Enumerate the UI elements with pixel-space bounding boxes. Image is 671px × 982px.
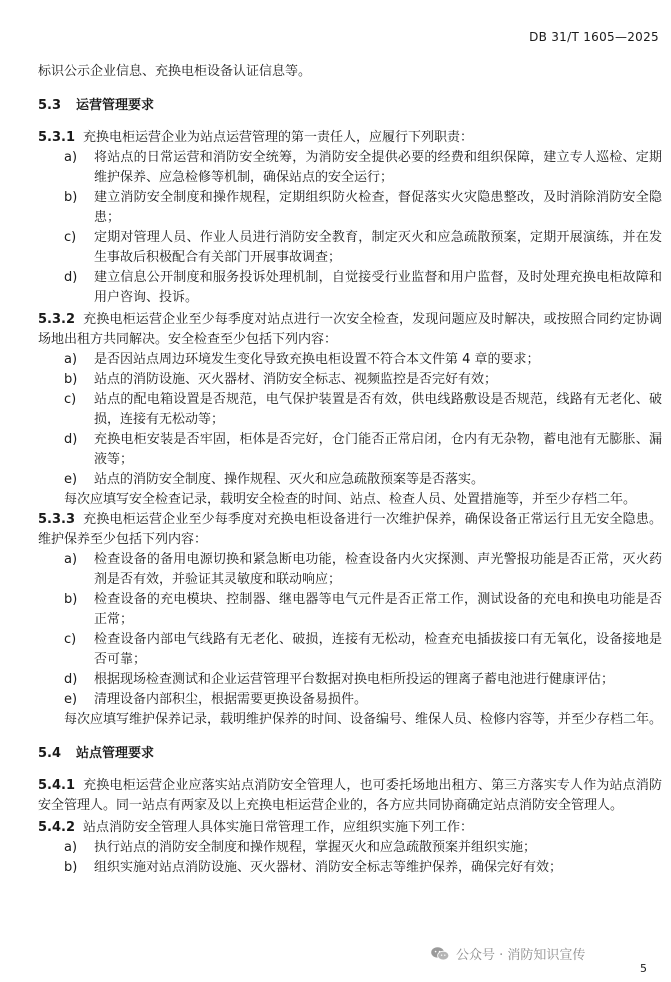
section-number: 5.3 bbox=[38, 98, 62, 113]
clause-5-4-1 bbox=[38, 776, 662, 816]
intro-paragraph: 标识公示企业信息、充换电柜设备认证信息等。 bbox=[38, 64, 312, 79]
item-label: b) bbox=[64, 190, 78, 205]
item-text: 是否因站点周边环境发生变化导致充换电柜设置不符合本文件第 4 章的要求； bbox=[94, 352, 540, 367]
item-label: a) bbox=[64, 840, 78, 855]
clause-number: 5.3.1 bbox=[38, 130, 76, 145]
list-item bbox=[38, 148, 662, 188]
clause-number: 5.4.2 bbox=[38, 820, 76, 835]
item-label: a) bbox=[64, 552, 78, 567]
clause-text: 充换电柜运营企业为站点运营管理的第一责任人，应履行下列职责： bbox=[83, 130, 474, 145]
clause-5-3-2 bbox=[38, 310, 662, 350]
list-item bbox=[38, 670, 662, 690]
item-label: d) bbox=[64, 672, 78, 687]
list-item bbox=[38, 590, 662, 630]
section-5-3-heading bbox=[38, 96, 662, 116]
list-item bbox=[38, 470, 662, 490]
section-5-4-heading bbox=[38, 744, 662, 764]
item-label: b) bbox=[64, 860, 78, 875]
item-text: 执行站点的消防安全制度和操作规程，掌握灭火和应急疏散预案并组织实施； bbox=[94, 840, 537, 855]
list-item bbox=[38, 370, 662, 390]
item-label: b) bbox=[64, 372, 78, 387]
item-text: 检查设备的充电模块、控制器、继电器等电气元件是否正常工作，测试设备的充电和换电功能是否正常； bbox=[94, 592, 662, 627]
item-label: d) bbox=[64, 432, 78, 447]
clause-number: 5.3.2 bbox=[38, 312, 76, 327]
section-title: 运营管理要求 bbox=[76, 98, 155, 113]
item-text: 根据现场检查测试和企业运营管理平台数据对换电柜所投运的锂离子蓄电池进行健康评估； bbox=[94, 672, 615, 687]
list-item bbox=[38, 350, 662, 370]
item-label: c) bbox=[64, 632, 77, 647]
clause-text: 站点消防安全管理人具体实施日常管理工作，应组织实施下列工作： bbox=[83, 820, 474, 835]
wechat-icon bbox=[430, 946, 450, 962]
item-text: 清理设备内部积尘，根据需要更换设备易损件。 bbox=[94, 692, 368, 707]
item-text: 充换电柜安装是否牢固，柜体是否完好，仓门能否正常启闭，仓内有无杂物，蓄电池有无膨胀、漏液等； bbox=[94, 432, 662, 467]
item-text: 站点的消防设施、灭火器材、消防安全标志、视频监控是否完好有效； bbox=[94, 372, 498, 387]
item-label: a) bbox=[64, 352, 78, 367]
list-item bbox=[38, 690, 662, 710]
list-item bbox=[38, 228, 662, 268]
list-item bbox=[38, 430, 662, 470]
clause-text: 充换电柜运营企业至少每季度对站点进行一次安全检查，发现问题应及时解决，或按照合同约定协调场地出租方共同解决。安全检查至少包括下列内容： bbox=[38, 312, 662, 347]
document-body bbox=[38, 62, 662, 878]
standard-code: DB 31/T 1605—2025 bbox=[529, 30, 659, 44]
list-item bbox=[38, 858, 662, 878]
item-text: 检查设备的备用电源切换和紧急断电功能，检查设备内火灾探测、声光警报功能是否正常，灭火药剂是否有效，并验证其灵敏度和联动响应； bbox=[94, 552, 662, 587]
item-text: 将站点的日常运营和消防安全统筹，为消防安全提供必要的经费和组织保障，建立专人巡检、定期维护保养、应急检修等机制，确保站点的安全运行； bbox=[94, 150, 662, 185]
record-note: 每次应填写安全检查记录，载明安全检查的时间、站点、检查人员、处置措施等，并至少存档二年。 bbox=[64, 492, 637, 507]
clause-text: 充换电柜运营企业至少每季度对充换电柜设备进行一次维护保养，确保设备正常运行且无安全隐患。维护保养至少包括下列内容： bbox=[38, 512, 662, 547]
item-text: 检查设备内部电气线路有无老化、破损，连接有无松动，检查充电插拔接口有无氧化，设备接地是否可靠； bbox=[94, 632, 662, 667]
item-label: e) bbox=[64, 692, 78, 707]
item-label: c) bbox=[64, 392, 77, 407]
item-text: 站点的消防安全制度、操作规程、灭火和应急疏散预案等是否落实。 bbox=[94, 472, 485, 487]
watermark-text: 公众号 · 消防知识宣传 bbox=[456, 948, 586, 963]
item-label: d) bbox=[64, 270, 78, 285]
item-text: 站点的配电箱设置是否规范，电气保护装置是否有效，供电线路敷设是否规范，线路有无老化、破损，连接有无松动等； bbox=[94, 392, 662, 427]
section-number: 5.4 bbox=[38, 746, 62, 761]
item-label: b) bbox=[64, 592, 78, 607]
list-item bbox=[38, 390, 662, 430]
wechat-watermark bbox=[430, 944, 585, 963]
item-text: 定期对管理人员、作业人员进行消防安全教育，制定灭火和应急疏散预案，定期开展演练，并在发生事故后积极配合有关部门开展事故调查； bbox=[94, 230, 662, 265]
item-text: 建立消防安全制度和操作规程，定期组织防火检查，督促落实火灾隐患整改，及时消除消防安全隐患； bbox=[94, 190, 662, 225]
item-label: a) bbox=[64, 150, 78, 165]
item-label: c) bbox=[64, 230, 77, 245]
item-label: e) bbox=[64, 472, 78, 487]
list-item bbox=[38, 188, 662, 228]
list-item bbox=[38, 268, 662, 308]
section-title: 站点管理要求 bbox=[76, 746, 155, 761]
clause-5-3-1 bbox=[38, 128, 662, 148]
clause-5-4-2 bbox=[38, 818, 662, 838]
list-item bbox=[38, 630, 662, 670]
item-text: 组织实施对站点消防设施、灭火器材、消防安全标志等维护保养，确保完好有效； bbox=[94, 860, 563, 875]
clause-text: 充换电柜运营企业应落实站点消防安全管理人，也可委托场地出租方、第三方落实专人作为站点消防安全管理人。同一站点有两家及以上充换电柜运营企业的，各方应共同协商确定站点消防安全管理人。 bbox=[38, 778, 662, 813]
clause-number: 5.4.1 bbox=[38, 778, 76, 793]
list-item bbox=[38, 838, 662, 858]
list-item bbox=[38, 550, 662, 590]
clause-5-3-3 bbox=[38, 510, 662, 550]
item-text: 建立信息公开制度和服务投诉处理机制，自觉接受行业监督和用户监督，及时处理充换电柜故障和用户咨询、投诉。 bbox=[94, 270, 662, 305]
page-number: 5 bbox=[640, 962, 647, 975]
clause-number: 5.3.3 bbox=[38, 512, 76, 527]
record-note: 每次应填写维护保养记录，载明维护保养的时间、设备编号、维保人员、检修内容等，并至少存档二年。 bbox=[64, 712, 663, 727]
